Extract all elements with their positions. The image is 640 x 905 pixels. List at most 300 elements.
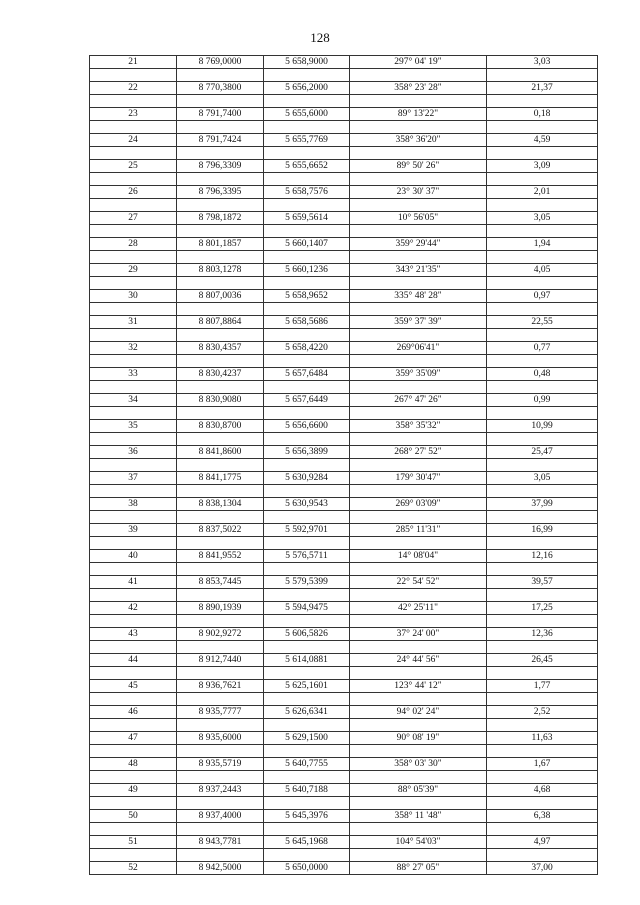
cell-y-coordinate: 5 645,3976 <box>264 810 350 823</box>
spacer-row <box>90 745 598 758</box>
cell-bearing-angle: 358° 35'32" <box>350 420 487 433</box>
spacer-cell <box>90 745 177 758</box>
spacer-row <box>90 199 598 212</box>
cell-bearing-angle: 269° 03'09" <box>350 498 487 511</box>
spacer-cell <box>487 355 598 368</box>
spacer-cell <box>264 563 350 576</box>
cell-point-number: 22 <box>90 82 177 95</box>
spacer-cell <box>487 277 598 290</box>
spacer-cell <box>350 69 487 82</box>
spacer-cell <box>177 147 264 160</box>
cell-x-coordinate: 8 801,1857 <box>177 238 264 251</box>
spacer-row <box>90 589 598 602</box>
spacer-cell <box>350 433 487 446</box>
spacer-cell <box>90 199 177 212</box>
spacer-cell <box>177 199 264 212</box>
cell-point-number: 48 <box>90 758 177 771</box>
spacer-cell <box>264 381 350 394</box>
cell-bearing-angle: 14° 08'04" <box>350 550 487 563</box>
cell-distance: 12,16 <box>487 550 598 563</box>
cell-y-coordinate: 5 656,6600 <box>264 420 350 433</box>
cell-bearing-angle: 358° 36'20" <box>350 134 487 147</box>
cell-x-coordinate: 8 798,1872 <box>177 212 264 225</box>
spacer-cell <box>350 693 487 706</box>
spacer-cell <box>90 641 177 654</box>
cell-x-coordinate: 8 830,4357 <box>177 342 264 355</box>
spacer-cell <box>350 407 487 420</box>
cell-point-number: 36 <box>90 446 177 459</box>
cell-point-number: 25 <box>90 160 177 173</box>
cell-distance: 37,99 <box>487 498 598 511</box>
cell-distance: 6,38 <box>487 810 598 823</box>
spacer-cell <box>264 771 350 784</box>
table-row <box>90 160 598 173</box>
page-number: 128 <box>310 30 330 45</box>
cell-point-number: 52 <box>90 862 177 875</box>
spacer-cell <box>177 771 264 784</box>
cell-x-coordinate: 8 912,7440 <box>177 654 264 667</box>
spacer-cell <box>350 589 487 602</box>
cell-x-coordinate: 8 841,1775 <box>177 472 264 485</box>
table-row <box>90 472 598 485</box>
spacer-row <box>90 537 598 550</box>
cell-bearing-angle: 359° 37' 39" <box>350 316 487 329</box>
spacer-cell <box>487 849 598 862</box>
cell-x-coordinate: 8 796,3395 <box>177 186 264 199</box>
spacer-cell <box>177 225 264 238</box>
cell-x-coordinate: 8 890,1939 <box>177 602 264 615</box>
spacer-cell <box>177 537 264 550</box>
spacer-row <box>90 667 598 680</box>
spacer-cell <box>177 849 264 862</box>
cell-bearing-angle: 358° 23' 28" <box>350 82 487 95</box>
spacer-cell <box>350 121 487 134</box>
spacer-row <box>90 69 598 82</box>
spacer-cell <box>350 771 487 784</box>
cell-bearing-angle: 94° 02' 24" <box>350 706 487 719</box>
cell-point-number: 28 <box>90 238 177 251</box>
cell-point-number: 45 <box>90 680 177 693</box>
spacer-cell <box>264 69 350 82</box>
cell-x-coordinate: 8 935,5719 <box>177 758 264 771</box>
table-row <box>90 602 598 615</box>
spacer-cell <box>350 147 487 160</box>
cell-distance: 3,03 <box>487 56 598 69</box>
table-row <box>90 732 598 745</box>
cell-point-number: 26 <box>90 186 177 199</box>
spacer-cell <box>264 823 350 836</box>
cell-distance: 26,45 <box>487 654 598 667</box>
table-row <box>90 680 598 693</box>
cell-distance: 11,63 <box>487 732 598 745</box>
spacer-cell <box>350 225 487 238</box>
cell-point-number: 43 <box>90 628 177 641</box>
cell-distance: 4,59 <box>487 134 598 147</box>
cell-distance: 17,25 <box>487 602 598 615</box>
table-row <box>90 862 598 875</box>
spacer-row <box>90 173 598 186</box>
spacer-cell <box>350 329 487 342</box>
cell-y-coordinate: 5 645,1968 <box>264 836 350 849</box>
table-row <box>90 498 598 511</box>
cell-x-coordinate: 8 791,7424 <box>177 134 264 147</box>
spacer-cell <box>90 537 177 550</box>
spacer-cell <box>90 589 177 602</box>
cell-distance: 2,52 <box>487 706 598 719</box>
spacer-cell <box>177 459 264 472</box>
spacer-cell <box>177 823 264 836</box>
cell-y-coordinate: 5 657,6449 <box>264 394 350 407</box>
cell-distance: 10,99 <box>487 420 598 433</box>
cell-y-coordinate: 5 606,5826 <box>264 628 350 641</box>
spacer-cell <box>90 225 177 238</box>
spacer-row <box>90 459 598 472</box>
spacer-cell <box>177 121 264 134</box>
cell-bearing-angle: 37° 24' 00" <box>350 628 487 641</box>
cell-distance: 1,94 <box>487 238 598 251</box>
spacer-cell <box>350 485 487 498</box>
spacer-cell <box>177 277 264 290</box>
cell-y-coordinate: 5 658,5686 <box>264 316 350 329</box>
cell-point-number: 29 <box>90 264 177 277</box>
cell-bearing-angle: 343° 21'35" <box>350 264 487 277</box>
cell-point-number: 35 <box>90 420 177 433</box>
spacer-cell <box>350 459 487 472</box>
spacer-cell <box>264 797 350 810</box>
spacer-cell <box>177 745 264 758</box>
spacer-row <box>90 251 598 264</box>
cell-x-coordinate: 8 830,9080 <box>177 394 264 407</box>
table-row <box>90 628 598 641</box>
spacer-cell <box>90 511 177 524</box>
cell-y-coordinate: 5 655,6652 <box>264 160 350 173</box>
spacer-row <box>90 823 598 836</box>
spacer-cell <box>487 771 598 784</box>
cell-y-coordinate: 5 640,7188 <box>264 784 350 797</box>
cell-y-coordinate: 5 656,3899 <box>264 446 350 459</box>
cell-bearing-angle: 88° 05'39" <box>350 784 487 797</box>
spacer-row <box>90 511 598 524</box>
spacer-row <box>90 121 598 134</box>
cell-x-coordinate: 8 770,3800 <box>177 82 264 95</box>
spacer-row <box>90 433 598 446</box>
cell-point-number: 31 <box>90 316 177 329</box>
table-row <box>90 654 598 667</box>
spacer-cell <box>90 147 177 160</box>
spacer-cell <box>264 667 350 680</box>
spacer-cell <box>264 407 350 420</box>
spacer-cell <box>350 173 487 186</box>
cell-bearing-angle: 358° 03' 30" <box>350 758 487 771</box>
cell-y-coordinate: 5 660,1236 <box>264 264 350 277</box>
spacer-cell <box>264 251 350 264</box>
spacer-cell <box>264 693 350 706</box>
spacer-cell <box>177 381 264 394</box>
spacer-cell <box>177 797 264 810</box>
spacer-cell <box>264 745 350 758</box>
cell-y-coordinate: 5 650,0000 <box>264 862 350 875</box>
spacer-cell <box>264 511 350 524</box>
cell-x-coordinate: 8 935,6000 <box>177 732 264 745</box>
cell-x-coordinate: 8 807,8864 <box>177 316 264 329</box>
spacer-cell <box>264 329 350 342</box>
spacer-cell <box>264 849 350 862</box>
cell-point-number: 49 <box>90 784 177 797</box>
coordinates-table <box>89 55 598 875</box>
cell-y-coordinate: 5 658,7576 <box>264 186 350 199</box>
spacer-cell <box>350 823 487 836</box>
cell-distance: 3,05 <box>487 212 598 225</box>
cell-point-number: 37 <box>90 472 177 485</box>
table-row <box>90 134 598 147</box>
spacer-cell <box>487 173 598 186</box>
spacer-row <box>90 355 598 368</box>
cell-x-coordinate: 8 853,7445 <box>177 576 264 589</box>
spacer-cell <box>177 693 264 706</box>
cell-point-number: 50 <box>90 810 177 823</box>
spacer-cell <box>90 433 177 446</box>
spacer-cell <box>487 485 598 498</box>
table-row <box>90 316 598 329</box>
spacer-cell <box>487 225 598 238</box>
spacer-cell <box>487 563 598 576</box>
spacer-cell <box>350 667 487 680</box>
spacer-cell <box>350 251 487 264</box>
spacer-cell <box>264 303 350 316</box>
cell-x-coordinate: 8 942,5000 <box>177 862 264 875</box>
spacer-cell <box>487 693 598 706</box>
spacer-cell <box>90 303 177 316</box>
cell-point-number: 27 <box>90 212 177 225</box>
spacer-cell <box>350 381 487 394</box>
cell-x-coordinate: 8 943,7781 <box>177 836 264 849</box>
cell-bearing-angle: 179° 30'47" <box>350 472 487 485</box>
cell-distance: 22,55 <box>487 316 598 329</box>
spacer-cell <box>177 433 264 446</box>
spacer-cell <box>90 277 177 290</box>
cell-point-number: 41 <box>90 576 177 589</box>
spacer-row <box>90 485 598 498</box>
cell-bearing-angle: 297° 04' 19" <box>350 56 487 69</box>
cell-y-coordinate: 5 658,9652 <box>264 290 350 303</box>
spacer-cell <box>487 589 598 602</box>
cell-distance: 21,37 <box>487 82 598 95</box>
cell-point-number: 40 <box>90 550 177 563</box>
cell-bearing-angle: 22° 54' 52" <box>350 576 487 589</box>
cell-distance: 25,47 <box>487 446 598 459</box>
table-row <box>90 290 598 303</box>
spacer-cell <box>90 355 177 368</box>
spacer-cell <box>487 69 598 82</box>
cell-x-coordinate: 8 791,7400 <box>177 108 264 121</box>
spacer-cell <box>90 771 177 784</box>
cell-bearing-angle: 42° 25'11" <box>350 602 487 615</box>
spacer-cell <box>264 615 350 628</box>
spacer-row <box>90 407 598 420</box>
cell-bearing-angle: 267° 47' 26" <box>350 394 487 407</box>
spacer-cell <box>90 667 177 680</box>
spacer-row <box>90 329 598 342</box>
spacer-cell <box>264 485 350 498</box>
spacer-cell <box>487 823 598 836</box>
spacer-cell <box>90 407 177 420</box>
cell-y-coordinate: 5 626,6341 <box>264 706 350 719</box>
cell-bearing-angle: 88° 27' 05" <box>350 862 487 875</box>
spacer-cell <box>90 615 177 628</box>
cell-distance: 39,57 <box>487 576 598 589</box>
spacer-cell <box>177 641 264 654</box>
cell-y-coordinate: 5 630,9543 <box>264 498 350 511</box>
spacer-cell <box>90 69 177 82</box>
cell-distance: 4,97 <box>487 836 598 849</box>
cell-point-number: 33 <box>90 368 177 381</box>
table-row <box>90 706 598 719</box>
spacer-cell <box>487 303 598 316</box>
table-row <box>90 264 598 277</box>
cell-point-number: 42 <box>90 602 177 615</box>
cell-y-coordinate: 5 658,9000 <box>264 56 350 69</box>
spacer-cell <box>264 537 350 550</box>
cell-distance: 0,99 <box>487 394 598 407</box>
table-row <box>90 368 598 381</box>
spacer-cell <box>487 381 598 394</box>
cell-point-number: 46 <box>90 706 177 719</box>
spacer-cell <box>350 199 487 212</box>
cell-bearing-angle: 89° 13'22" <box>350 108 487 121</box>
table-row <box>90 836 598 849</box>
cell-point-number: 34 <box>90 394 177 407</box>
spacer-cell <box>264 173 350 186</box>
spacer-cell <box>177 303 264 316</box>
cell-y-coordinate: 5 655,7769 <box>264 134 350 147</box>
cell-y-coordinate: 5 657,6484 <box>264 368 350 381</box>
cell-distance: 4,05 <box>487 264 598 277</box>
spacer-cell <box>264 147 350 160</box>
cell-x-coordinate: 8 838,1304 <box>177 498 264 511</box>
spacer-cell <box>350 95 487 108</box>
cell-distance: 4,68 <box>487 784 598 797</box>
table-row <box>90 810 598 823</box>
spacer-cell <box>350 355 487 368</box>
cell-bearing-angle: 89° 50' 26" <box>350 160 487 173</box>
cell-x-coordinate: 8 937,4000 <box>177 810 264 823</box>
cell-x-coordinate: 8 830,8700 <box>177 420 264 433</box>
spacer-cell <box>177 95 264 108</box>
cell-bearing-angle: 10° 56'05" <box>350 212 487 225</box>
spacer-cell <box>177 719 264 732</box>
spacer-row <box>90 225 598 238</box>
cell-y-coordinate: 5 594,9475 <box>264 602 350 615</box>
cell-x-coordinate: 8 936,7621 <box>177 680 264 693</box>
spacer-cell <box>177 355 264 368</box>
cell-distance: 0,18 <box>487 108 598 121</box>
spacer-row <box>90 563 598 576</box>
spacer-cell <box>264 199 350 212</box>
cell-bearing-angle: 335° 48' 28" <box>350 290 487 303</box>
spacer-cell <box>264 225 350 238</box>
cell-y-coordinate: 5 659,5614 <box>264 212 350 225</box>
cell-y-coordinate: 5 656,2000 <box>264 82 350 95</box>
spacer-cell <box>487 251 598 264</box>
cell-distance: 12,36 <box>487 628 598 641</box>
cell-y-coordinate: 5 579,5399 <box>264 576 350 589</box>
table-row <box>90 576 598 589</box>
cell-point-number: 23 <box>90 108 177 121</box>
cell-bearing-angle: 269°06'41" <box>350 342 487 355</box>
cell-distance: 0,48 <box>487 368 598 381</box>
cell-x-coordinate: 8 807,0036 <box>177 290 264 303</box>
spacer-row <box>90 797 598 810</box>
spacer-cell <box>350 563 487 576</box>
table-row <box>90 420 598 433</box>
cell-y-coordinate: 5 655,6000 <box>264 108 350 121</box>
cell-point-number: 32 <box>90 342 177 355</box>
spacer-cell <box>177 173 264 186</box>
table-row <box>90 446 598 459</box>
cell-y-coordinate: 5 614,0881 <box>264 654 350 667</box>
spacer-row <box>90 719 598 732</box>
spacer-cell <box>90 251 177 264</box>
spacer-cell <box>177 251 264 264</box>
spacer-cell <box>264 641 350 654</box>
spacer-cell <box>264 95 350 108</box>
spacer-cell <box>350 849 487 862</box>
table-row <box>90 784 598 797</box>
spacer-cell <box>487 329 598 342</box>
spacer-row <box>90 277 598 290</box>
cell-x-coordinate: 8 796,3309 <box>177 160 264 173</box>
cell-x-coordinate: 8 841,9552 <box>177 550 264 563</box>
spacer-row <box>90 849 598 862</box>
cell-point-number: 38 <box>90 498 177 511</box>
cell-point-number: 30 <box>90 290 177 303</box>
cell-point-number: 39 <box>90 524 177 537</box>
spacer-cell <box>177 589 264 602</box>
cell-x-coordinate: 8 935,7777 <box>177 706 264 719</box>
cell-x-coordinate: 8 937,2443 <box>177 784 264 797</box>
cell-x-coordinate: 8 902,9272 <box>177 628 264 641</box>
spacer-cell <box>350 303 487 316</box>
spacer-cell <box>350 719 487 732</box>
spacer-cell <box>487 459 598 472</box>
cell-distance: 3,05 <box>487 472 598 485</box>
spacer-cell <box>487 511 598 524</box>
cell-distance: 0,77 <box>487 342 598 355</box>
spacer-row <box>90 303 598 316</box>
cell-y-coordinate: 5 630,9284 <box>264 472 350 485</box>
spacer-cell <box>487 745 598 758</box>
spacer-cell <box>264 355 350 368</box>
table-row <box>90 758 598 771</box>
cell-bearing-angle: 23° 30' 37" <box>350 186 487 199</box>
cell-bearing-angle: 24° 44' 56" <box>350 654 487 667</box>
spacer-cell <box>487 199 598 212</box>
spacer-cell <box>90 381 177 394</box>
spacer-cell <box>90 797 177 810</box>
cell-bearing-angle: 268° 27' 52" <box>350 446 487 459</box>
cell-x-coordinate: 8 769,0000 <box>177 56 264 69</box>
spacer-row <box>90 147 598 160</box>
spacer-row <box>90 615 598 628</box>
spacer-row <box>90 771 598 784</box>
table-row <box>90 186 598 199</box>
cell-y-coordinate: 5 640,7755 <box>264 758 350 771</box>
cell-distance: 3,09 <box>487 160 598 173</box>
spacer-cell <box>487 797 598 810</box>
spacer-row <box>90 641 598 654</box>
cell-point-number: 24 <box>90 134 177 147</box>
cell-bearing-angle: 123° 44' 12" <box>350 680 487 693</box>
